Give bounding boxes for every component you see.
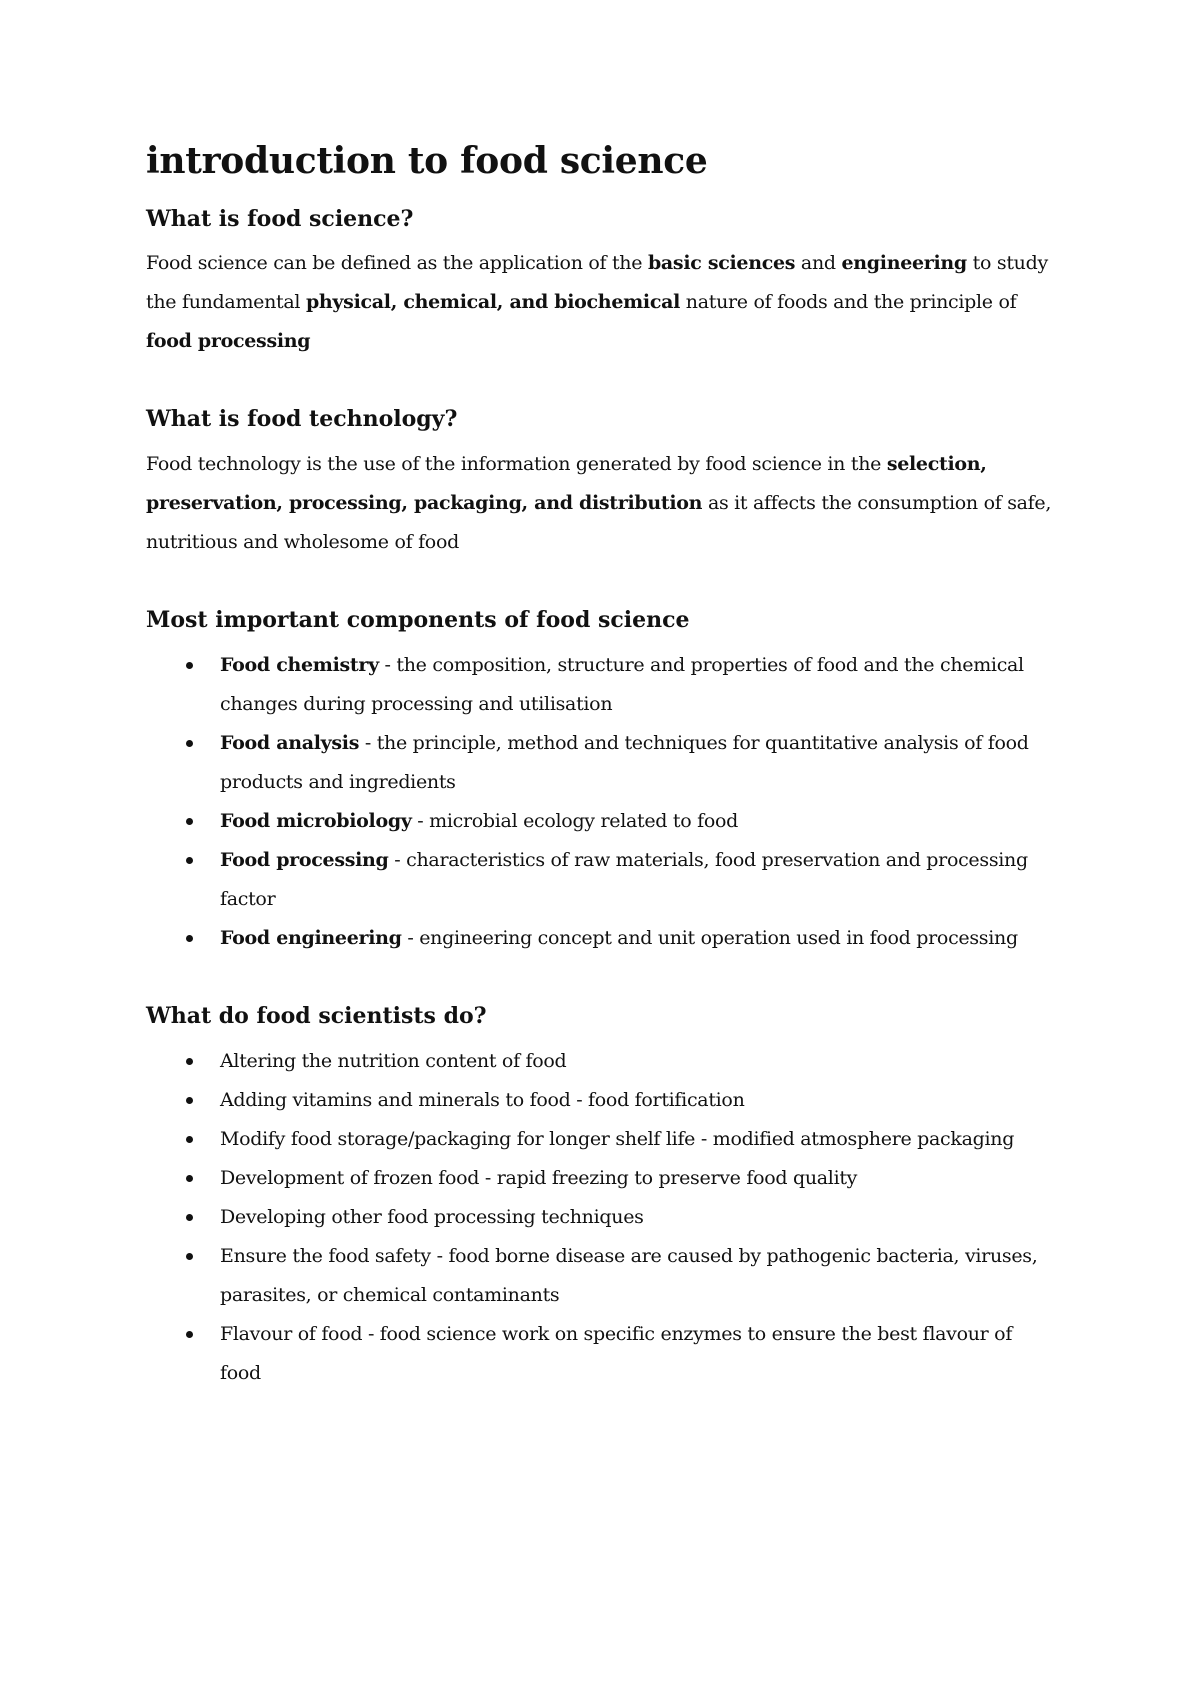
list-item-description: - engineering concept and unit operation used in food processing [401,926,1018,949]
spacer [146,562,1056,606]
list-item-description: - microbial ecology related to food [411,809,738,832]
scientists-list [146,1042,1056,1393]
bold-text-run: food processing [146,330,311,353]
components-list [146,646,1056,958]
spacer [146,361,1056,405]
bullet-icon [186,1136,193,1143]
bullet-icon [186,818,193,825]
list-item-term: Food analysis [220,731,360,754]
text-run: Food technology is the use of the information generated by food science in the [146,453,887,476]
bullet-icon [186,935,193,942]
list-item-text: Development of frozen food - rapid freezing to preserve food quality [220,1166,858,1189]
text-run: to study the fundamental [146,252,1048,314]
list-item-text: Developing other food processing techniques [220,1205,644,1228]
bullet-icon [186,1214,193,1221]
bold-text-run: basic sciences [647,252,796,275]
bullet-icon [186,1097,193,1104]
bold-text-run: engineering [841,252,967,275]
list-item [146,802,1056,841]
spacer [146,958,1056,1002]
list-item-description: - the principle, method and techniques for quantitative analysis of food products and ingredients [220,731,1029,793]
list-item [146,1237,1056,1315]
list-item-text: Ensure the food safety - food borne disease are caused by pathogenic bacteria, viruses, parasites, or chemical contaminants [220,1244,1038,1306]
list-item-description: - the composition, structure and properties of food and the chemical changes during processing and utilisation [220,653,1024,715]
text-run: as it affects the consumption of safe, nutritious and wholesome of food [146,492,1052,554]
heading-what-do-food-scientists-do: What do food scientists do? [146,1002,487,1029]
list-item [146,724,1056,802]
document-page [146,138,1056,1393]
bullet-icon [186,857,193,864]
list-item [146,841,1056,919]
bullet-icon [186,740,193,747]
heading-what-is-food-science: What is food science? [146,205,414,232]
list-item-text: Modify food storage/packaging for longer shelf life - modified atmosphere packaging [220,1127,1015,1150]
list-item [146,646,1056,724]
text-run: nature of foods and the principle of [680,291,1017,314]
list-item [146,1120,1056,1159]
list-item-text: Flavour of food - food science work on specific enzymes to ensure the best flavour of food [220,1322,1013,1384]
list-item-term: Food chemistry [220,653,379,676]
bold-text-run: selection, preservation, processing, packaging, and distribution [146,453,987,515]
list-item-term: Food microbiology [220,809,412,832]
list-item-text: Adding vitamins and minerals to food - food fortification [220,1088,745,1111]
paragraph-food-technology-definition [146,445,1056,562]
list-item [146,1159,1056,1198]
heading-what-is-food-technology: What is food technology? [146,406,458,433]
bullet-icon [186,1175,193,1182]
list-item [146,1042,1056,1081]
list-item-term: Food processing [220,848,389,871]
bullet-icon [186,1253,193,1260]
heading-components: Most important components of food science [146,607,690,634]
list-item-term: Food engineering [220,926,402,949]
list-item-description: - characteristics of raw materials, food preservation and processing factor [220,848,1028,910]
text-run: Food science can be defined as the application of the [146,252,648,275]
list-item [146,1081,1056,1120]
document-title: introduction to food science [146,140,708,182]
list-item-text: Altering the nutrition content of food [220,1049,567,1072]
bullet-icon [186,1058,193,1065]
bold-text-run: physical, chemical, and biochemical [305,291,681,314]
text-run: and [795,252,842,275]
paragraph-food-science-definition [146,244,1056,361]
bullet-icon [186,1331,193,1338]
list-item [146,919,1056,958]
list-item [146,1198,1056,1237]
bullet-icon [186,662,193,669]
list-item [146,1315,1056,1393]
